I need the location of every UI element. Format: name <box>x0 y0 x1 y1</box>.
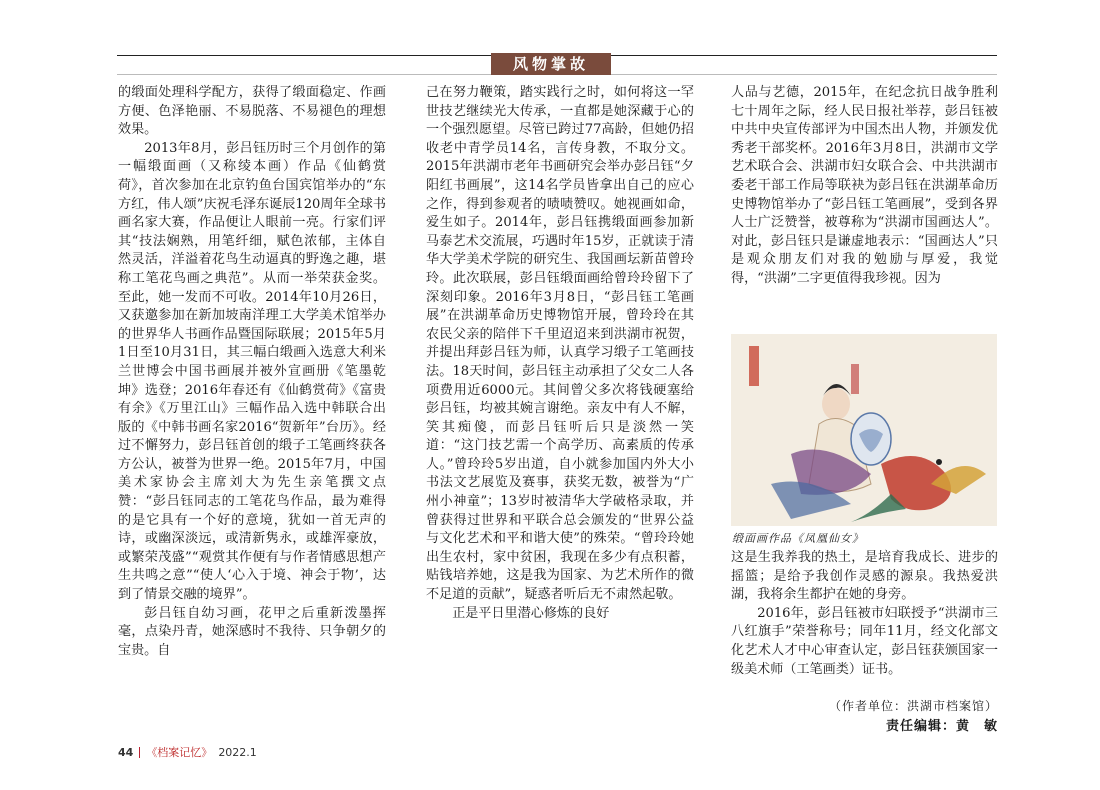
paragraph: 2013年8月，彭吕钰历时三个月创作的第一幅缎面画（又称绫本画）作品《仙鹤赏荷》，首次参加在北京钓鱼台国宾馆举办的“东方红，伟人颂”庆祝毛泽东诞辰120周年全球书画名家大赛，作品便让人眼前一亮。行家们评其“技法娴熟，用笔纤细，赋色浓郁，主体自然灵活，洋溢着花鸟生动逼真的野逸之趣，堪称工笔花鸟画之典范”。从而一举荣获金奖。至此，她一发而不可收。2014年10月26日，又获邀参加在新加坡南洋理工大学美术馆举办的世界华人书画作品暨国际联展；2015年5月1日至10月31日，其三幅白缎画入选意大利米兰世博会中国书画展并被外宣画册《笔墨乾坤》选登；2016年春还有《仙鹤赏荷》《富贵有余》《万里江山》三幅作品入选中韩联合出版的《中韩书画名家2016“贺新年”台历》。经过不懈努力，彭吕钰首创的缎子工笔画终获各方公认，被誉为世界一绝。2015年7月，中国美术家协会主席刘大为先生亲笔撰文点赞：“彭吕钰同志的工笔花鸟作品，最为难得的是它具有一个好的意境，犹如一首无声的诗，或幽深淡远，或清新隽永，或雄浑豪放，或繁荣茂盛”“观赏其作便有与作者情感思想产生共鸣之意”“使人‘心入于境、神会于物’，达到了情景交融的境界”。 <box>118 140 386 603</box>
paragraph: 这是生我养我的热土，是培育我成长、进步的摇篮；是给予我创作灵感的源泉。我热爱洪湖，我将余生都护在她的身旁。 <box>731 550 998 603</box>
paragraph: 彭吕钰自幼习画，花甲之后重新泼墨挥毫，点染丹青，她深感时不我待、只争朝夕的宝贵。自 <box>118 605 386 658</box>
text-column-3 <box>731 84 998 289</box>
paragraph: 己在努力鞭策，踏实践行之时，如何将这一罕世技艺继续光大传承，一直都是她深藏于心的一个强烈愿望。尽管已跨过77高龄，但她仍招收老中青学员14名，言传身教，不取分文。2015年洪湖市老年书画研究会举办彭吕钰“夕阳红书画展”，这14名学员皆拿出自己的应心之作，得到参观者的啧啧赞叹。她视画如命，爱生如子。2014年，彭吕钰携缎面画参加新马泰艺术交流展，巧遇时年15岁，正就读于清华大学美术学院的研究生、我国画坛新苗曾玲玲。此次联展，彭吕钰缎面画给曾玲玲留下了深刻印象。2016年3月8日，“彭吕钰工笔画展”在洪湖革命历史博物馆开展，曾玲玲在其农民父亲的陪伴下千里迢迢来到洪湖市祝贺，并提出拜彭吕钰为师，认真学习缎子工笔画技法。18天时间，彭吕钰主动承担了父女二人各项费用近6000元。其间曾父多次将钱硬塞给彭吕钰，均被其婉言谢绝。亲友中有人不解，笑其痴傻，而彭吕钰听后只是淡然一笑道：“这门技艺需一个高学历、高素质的传承人。”曾玲玲5岁出道，自小就参加国内外大小书法文艺展览及赛事，获奖无数，被誉为“广州小神童”；13岁时被清华大学破格录取，并曾获得过世界和平联合总会颁发的“世界公益与文化艺术和平和谐大使”的殊荣。“曾玲玲她出生农村，家中贫困，我现在多少有点积蓄，贴钱培养她，这是我为国家、为艺术所作的微不足道的贡献”，疑惑者听后无不肃然起敬。 <box>426 85 694 603</box>
paragraph: 正是平日里潜心修炼的良好 <box>452 605 610 621</box>
figure-caption: 缎面画作品《凤凰仙女》 <box>732 532 864 545</box>
text-column-2 <box>426 84 694 623</box>
footer-divider <box>139 747 140 758</box>
responsible-editor: 责任编辑：黄 敏 <box>885 719 998 734</box>
issue-number: 2022.1 <box>218 745 257 759</box>
section-title: 风物掌故 <box>491 53 611 75</box>
painting-image <box>731 334 997 526</box>
painting-figure <box>731 334 997 526</box>
page-number: 44 <box>118 745 134 759</box>
paragraph: 的缎面处理科学配方，获得了缎面稳定、作画方便、色泽艳丽、不易脱落、不易褪色的理想效果。 <box>118 85 386 138</box>
page-footer <box>118 744 257 760</box>
paragraph: 人品与艺德，2015年，在纪念抗日战争胜利七十周年之际，经人民日报社举荐，彭吕钰被中共中央宣传部评为中国杰出人物，并颁发优秀老干部奖杯。2016年3月8日，洪湖市文学艺术联合会、洪湖市妇女联合会、中共洪湖市委老干部工作局等联袂为彭吕钰在洪湖革命历史博物馆举办了“彭吕钰工笔画展”，受到各界人士广泛赞誉，被尊称为“洪湖市国画达人”。对此，彭吕钰只是谦虚地表示：“国画达人”只是观众朋友们对我的勉励与厚爱，我觉得，“洪湖”二字更值得我珍视。因为 <box>731 85 998 286</box>
text-column-1 <box>118 84 386 660</box>
paragraph: 2016年，彭吕钰被市妇联授予“洪湖市三八红旗手”荣誉称号；同年11月，经文化部文化艺术人才中心审查认定，彭吕钰获颁国家一级美术师（工笔画类）证书。 <box>731 605 998 677</box>
magazine-name: 《档案记忆》 <box>146 746 213 759</box>
text-column-3-bottom <box>731 549 998 679</box>
author-affiliation: （作者单位：洪湖市档案馆） <box>828 699 998 713</box>
